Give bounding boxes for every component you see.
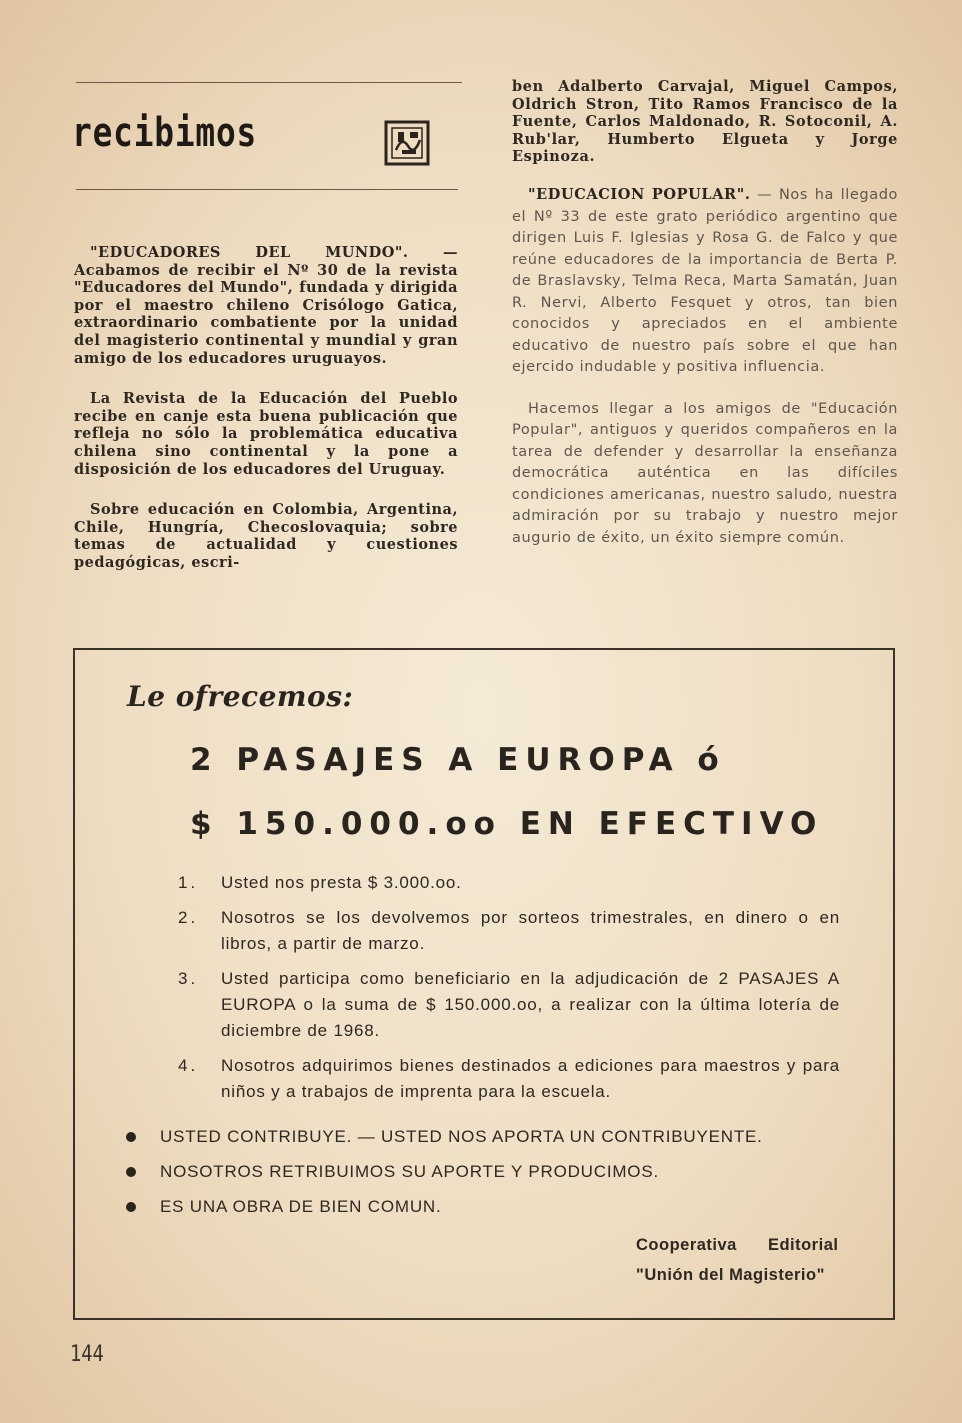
paragraph-hacemos-llegar: Hacemos llegar a los amigos de "Educación Popular", antiguos y queridos compañeros en la tarea de defender y desarrollar la enseñanza democrática auténtica en las difíciles condiciones americanas, nuestro saludo, nuestra admiración por su trabajo y nuestro mejor augurio de éxito, un éxito siempre común. <box>512 400 898 546</box>
paragraph-text: — Acabamos de recibir el Nº 30 de la revista "Educadores del Mundo", fundada y dirigida por el maestro chileno Crisólogo Gatica, extraordinario combatiente por la unidad del magisterio continental y mundial y gran amigo de los educadores uruguayos. <box>74 244 458 367</box>
offer-headline-cash: $ 150.000.oo EN EFECTIVO <box>190 806 824 842</box>
signature-line-2: "Unión del Magisterio" <box>636 1266 825 1284</box>
offer-headline-travel: 2 PASAJES A EUROPA ó <box>190 742 726 778</box>
signature-line-1: Cooperativa Editorial <box>636 1236 839 1254</box>
offer-conditions-list <box>176 870 840 1114</box>
paragraph-educadores-del-mundo <box>74 244 458 367</box>
left-column <box>74 244 458 572</box>
header-rule-top <box>76 82 462 83</box>
publisher-logo-icon <box>384 120 430 166</box>
section-title: recibimos <box>72 110 258 156</box>
header-rule-bottom <box>76 189 458 190</box>
paragraph-revista: La Revista de la Educación del Pueblo recibe en canje esta buena publicación que refleja no sólo la problemática educativa chilena sino continental y la pone a disposición de los educadores del Uruguay. <box>74 390 458 478</box>
bullet-icon <box>126 1167 136 1177</box>
bullet-icon <box>126 1202 136 1212</box>
bullet-icon <box>126 1132 136 1142</box>
list-item: 3. Usted participa como beneficiario en la adjudicación de 2 PASAJES A EUROPA o la suma de $ 150.000.oo, a realizar con la última lotería de diciembre de 1968. <box>178 969 840 1040</box>
bullet-item: USTED CONTRIBUYE. — USTED NOS APORTA UN CONTRIBUYENTE. <box>124 1124 763 1159</box>
list-item: 2. Nosotros se los devolvemos por sorteos trimestrales, en dinero o en libros, a partir de marzo. <box>178 908 840 953</box>
offer-bullets <box>124 1124 763 1229</box>
bullet-item: ES UNA OBRA DE BIEN COMUN. <box>124 1194 763 1229</box>
paragraph-sobre-educacion: Sobre educación en Colombia, Argentina, Chile, Hungría, Checoslovaquia; sobre temas de actualidad y cuestiones pedagógicas, escri- <box>74 501 458 571</box>
offer-title: Le ofrecemos: <box>127 680 354 713</box>
list-item: 1. Usted nos presta $ 3.000.oo. <box>178 873 462 892</box>
paragraph-heading: "EDUCACION POPULAR". <box>528 186 751 203</box>
paragraph-text: — Nos ha llegado el Nº 33 de este grato periódico argentino que dirigen Luis F. Iglesias y Rosa G. de Falco y que reúne educadores de la importancia de Berta P. de Braslavsky, Telma Reca, Marta Samatán, Juan R. Nervi, Alberto Fesquet y otros, tan bien conocidos y apreciados en el ambiente educativo de nuestro país sobre el que han ejercido indudable y positiva influencia. <box>512 187 898 375</box>
right-column-continuation: ben Adalberto Carvajal, Miguel Campos, Oldrich Stron, Tito Ramos Francisco de la Fuente, Carlos Maldonado, R. Sotoconil, A. Rub'lar, Humberto Elgueta y Jorge Espinoza. <box>512 78 898 166</box>
list-item: 4. Nosotros adquirimos bienes destinados a ediciones para maestros y para niños y a trabajos de imprenta para la escuela. <box>178 1056 840 1101</box>
page-number: 144 <box>70 1342 104 1367</box>
right-column <box>512 184 898 549</box>
bullet-item: NOSOTROS RETRIBUIMOS SU APORTE Y PRODUCIMOS. <box>124 1159 763 1194</box>
paragraph-educacion-popular <box>512 184 898 379</box>
paragraph-heading: "EDUCADORES DEL MUNDO". <box>90 244 409 261</box>
